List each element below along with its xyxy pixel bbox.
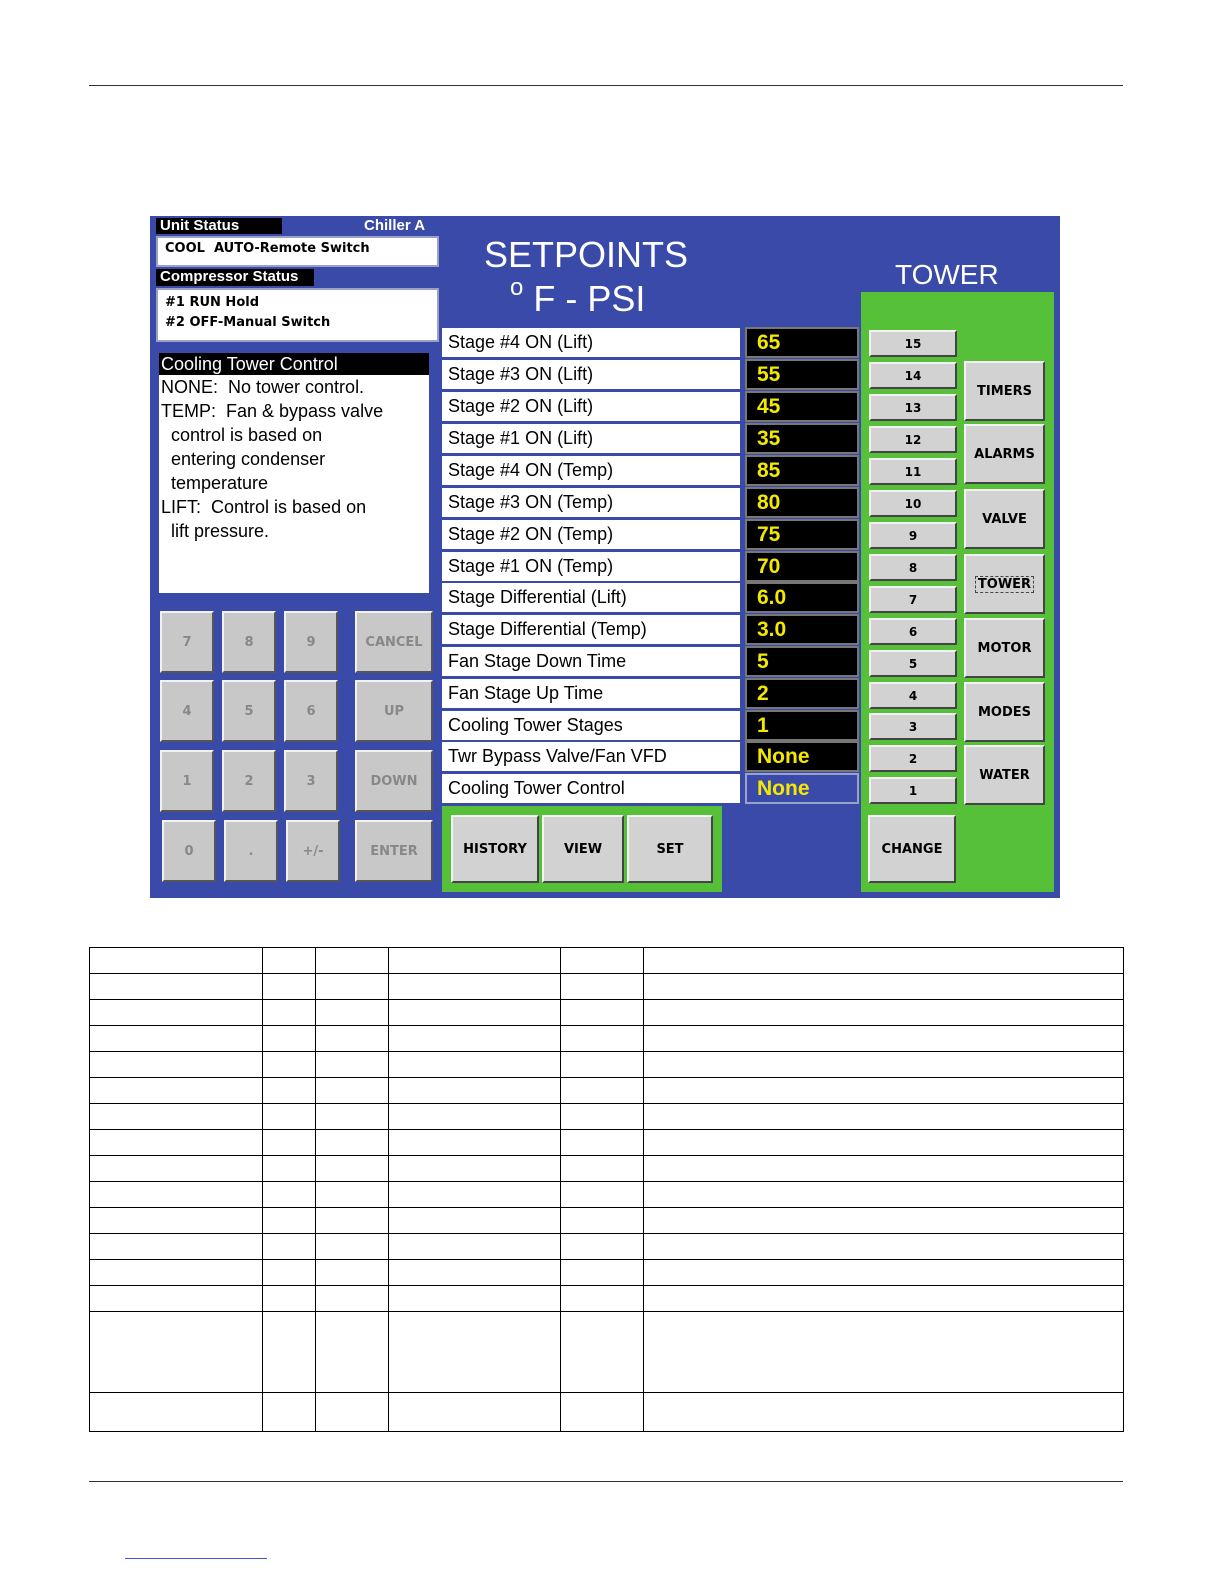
screen-title: SETPOINTS [484, 234, 689, 275]
setpoint-label: Stage #2 ON (Lift) [442, 392, 740, 421]
stage-button-10[interactable]: 10 [869, 490, 957, 517]
tower-button[interactable] [964, 554, 1045, 614]
setpoint-label: Stage #3 ON (Lift) [442, 360, 740, 389]
setpoint-label: Twr Bypass Valve/Fan VFD [442, 742, 740, 771]
help-line: entering condenser [161, 449, 326, 469]
alarms-button[interactable]: ALARMS [964, 424, 1045, 484]
setpoint-value[interactable]: 75 [745, 519, 859, 550]
setpoint-value[interactable]: 2 [745, 678, 859, 709]
key-5[interactable]: 5 [222, 680, 276, 742]
table-row [90, 1104, 1124, 1130]
stage-button-8[interactable]: 8 [869, 554, 957, 581]
stage-button-11[interactable]: 11 [869, 458, 957, 485]
table-row [90, 1000, 1124, 1026]
down-key[interactable]: DOWN [355, 750, 433, 812]
key-2[interactable]: 2 [222, 750, 276, 812]
motor-button[interactable]: MOTOR [964, 618, 1045, 678]
stage-button-13[interactable]: 13 [869, 394, 957, 421]
stage-button-3[interactable]: 3 [869, 713, 957, 740]
stage-button-2[interactable]: 2 [869, 745, 957, 772]
water-button[interactable]: WATER [964, 745, 1045, 805]
history-button[interactable]: HISTORY [451, 815, 539, 883]
key-6[interactable]: 6 [284, 680, 338, 742]
enter-key[interactable]: ENTER [355, 820, 433, 882]
setpoint-value[interactable]: 6.0 [745, 582, 859, 613]
setpoint-label: Cooling Tower Control [442, 774, 740, 803]
table-row [90, 1052, 1124, 1078]
help-line: lift pressure. [161, 521, 270, 541]
stage-button-4[interactable]: 4 [869, 682, 957, 709]
compressor-1-status: #1 RUN Hold [165, 295, 260, 310]
help-line: temperature [161, 473, 269, 493]
table-row [90, 1234, 1124, 1260]
stage-button-9[interactable]: 9 [869, 522, 957, 549]
help-line: control is based on [161, 425, 323, 445]
setpoint-value[interactable]: 85 [745, 455, 859, 486]
sign-key[interactable]: +/- [286, 820, 340, 882]
table-row [90, 948, 1124, 974]
setpoint-value[interactable]: 65 [745, 327, 859, 358]
timers-button[interactable]: TIMERS [964, 361, 1045, 421]
stage-button-12[interactable]: 12 [869, 426, 957, 453]
setpoint-value[interactable]: 55 [745, 359, 859, 390]
help-line: TEMP: Fan & bypass valve [161, 401, 384, 421]
stage-button-5[interactable]: 5 [869, 650, 957, 677]
table-row [90, 1130, 1124, 1156]
table-row [90, 1286, 1124, 1312]
table-row [90, 1078, 1124, 1104]
unit-status-value [156, 236, 439, 267]
table-row [90, 1312, 1124, 1393]
decimal-key[interactable]: . [224, 820, 278, 882]
controller-screen [150, 216, 1060, 898]
valve-button[interactable]: VALVE [964, 489, 1045, 549]
setpoint-label: Stage #1 ON (Temp) [442, 552, 740, 581]
help-panel [159, 353, 429, 593]
top-rule [89, 85, 1123, 86]
key-0[interactable]: 0 [162, 820, 216, 882]
tower-title: TOWER [895, 259, 999, 290]
tower-button-label: TOWER [975, 576, 1034, 593]
setpoint-label: Stage #1 ON (Lift) [442, 424, 740, 453]
compressor-status-header: Compressor Status [156, 269, 314, 286]
key-4[interactable]: 4 [160, 680, 214, 742]
up-key[interactable]: UP [355, 680, 433, 742]
setpoint-value[interactable]: None [745, 773, 859, 804]
help-line: NONE: No tower control. [161, 377, 365, 397]
table-row [90, 1260, 1124, 1286]
setpoint-label: Stage #2 ON (Temp) [442, 520, 740, 549]
unit-status-header: Unit Status [156, 218, 282, 234]
degree-symbol: o [510, 274, 524, 301]
setpoint-label: Stage #4 ON (Lift) [442, 328, 740, 357]
setpoint-label: Stage #3 ON (Temp) [442, 488, 740, 517]
help-title: Cooling Tower Control [159, 353, 429, 375]
setpoint-value[interactable]: 3.0 [745, 614, 859, 645]
key-3[interactable]: 3 [284, 750, 338, 812]
table-row [90, 1182, 1124, 1208]
setpoint-label: Cooling Tower Stages [442, 711, 740, 740]
table-row [90, 1208, 1124, 1234]
compressor-2-status: #2 OFF-Manual Switch [165, 315, 331, 330]
setpoint-value[interactable]: 70 [745, 551, 859, 582]
chiller-label: Chiller A [364, 217, 426, 234]
key-9[interactable]: 9 [284, 611, 338, 673]
stage-button-14[interactable]: 14 [869, 362, 957, 389]
setpoint-label: Stage Differential (Lift) [442, 583, 740, 612]
setpoint-label: Stage Differential (Temp) [442, 615, 740, 644]
stage-button-6[interactable]: 6 [869, 618, 957, 645]
help-line: LIFT: Control is based on [161, 497, 367, 517]
bottom-rule [89, 1481, 1123, 1482]
key-8[interactable]: 8 [222, 611, 276, 673]
setpoint-label: Fan Stage Up Time [442, 679, 740, 708]
stage-button-1[interactable]: 1 [869, 777, 957, 804]
units-title [510, 274, 646, 320]
footer-link-underline [125, 1558, 267, 1559]
key-1[interactable]: 1 [160, 750, 214, 812]
setpoint-value[interactable]: 80 [745, 487, 859, 518]
setpoint-value[interactable]: 5 [745, 646, 859, 677]
table-row [90, 1156, 1124, 1182]
setpoint-value[interactable]: 35 [745, 423, 859, 454]
setpoint-label: Stage #4 ON (Temp) [442, 456, 740, 485]
stage-button-15[interactable]: 15 [869, 330, 957, 357]
set-button[interactable]: SET [627, 815, 713, 883]
setpoint-value[interactable]: None [745, 741, 859, 772]
cancel-key[interactable]: CANCEL [355, 611, 433, 673]
setpoint-value[interactable]: 1 [745, 710, 859, 741]
setpoint-label: Fan Stage Down Time [442, 647, 740, 676]
empty-grid-table [89, 947, 1124, 1432]
change-button[interactable]: CHANGE [868, 815, 956, 883]
setpoint-value[interactable]: 45 [745, 391, 859, 422]
compressor-status-box [156, 288, 439, 342]
table-row [90, 1026, 1124, 1052]
modes-button[interactable]: MODES [964, 682, 1045, 742]
table-row [90, 1393, 1124, 1432]
unit-status-text: COOL AUTO-Remote Switch [165, 241, 370, 256]
units-text: F - PSI [533, 278, 646, 319]
view-button[interactable]: VIEW [542, 815, 624, 883]
stage-button-7[interactable]: 7 [869, 586, 957, 613]
table-row [90, 974, 1124, 1000]
key-7[interactable]: 7 [160, 611, 214, 673]
